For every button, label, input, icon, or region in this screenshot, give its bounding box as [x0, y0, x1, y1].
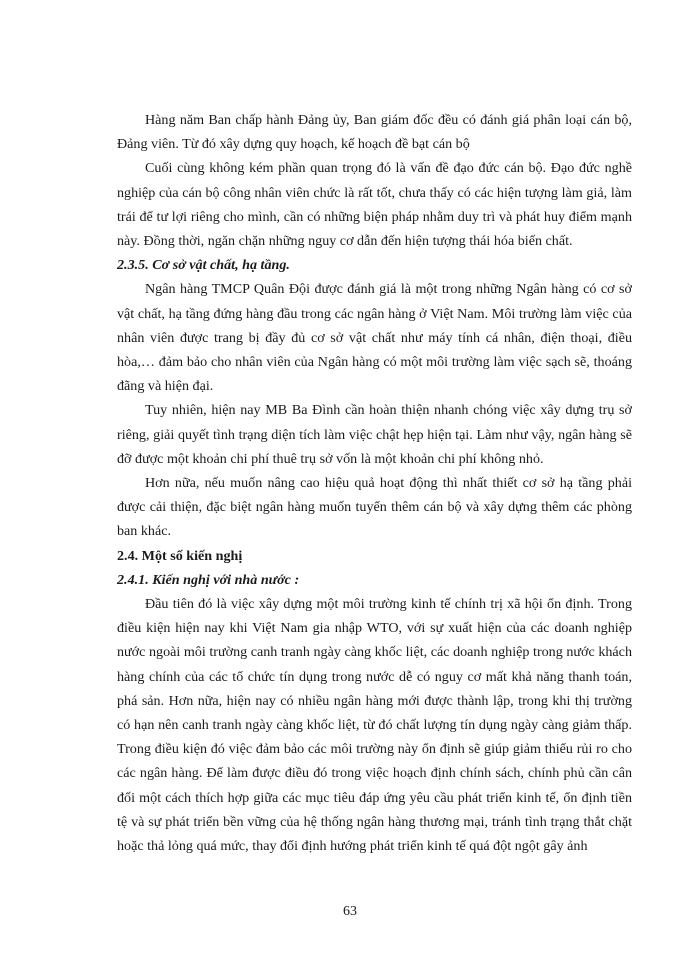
- section-heading-2-4-1: 2.4.1. Kiến nghị với nhà nước :: [117, 571, 300, 588]
- page-number: 63: [343, 904, 357, 919]
- section-heading-2-3-5: 2.3.5. Cơ sở vật chất, hạ tầng.: [117, 257, 290, 274]
- paragraph-state-recommendation: Đầu tiên đó là việc xây dựng một môi trường kinh tế chính trị xã hội ổn định. Trong điều kiện hiện nay khi Việt Nam gia nhập WTO, với sự xuất hiện của các doanh nghiệp nước ngoài môi trường canh tranh ngày càng khốc liệt, các doanh nghiệp trong nước khách hàng chính của các tổ chức tín dụng trong nước dễ có nguy cơ mất khả năng thanh toán, phá sản. Hơn nữa, hiện nay có nhiều ngân hàng mới được thành lập, trong khi thị trường có hạn nên canh tranh ngày càng khốc liệt, từ đó chất lượng tín dụng ngày càng giảm thấp. Trong điều kiện đó việc đảm bảo các môi trường này ổn định sẽ giúp giảm thiểu rủi ro cho các ngân hàng. Để làm được điều đó trong việc hoạch định chính sách, chính phủ cần cân đối một cách thích hợp giữa các mục tiêu đáp ứng yêu cầu phát triển kinh tế, ổn định tiền tệ và sự phát triển bền vững của hệ thống ngân hàng thương mại, tránh tình trạng thắt chặt hoặc thả lỏng quá mức, thay đổi định hướng phát triển kinh tế quá đột ngột gây ảnh: [117, 596, 632, 855]
- paragraph-cadre-ethics: Cuối cùng không kém phần quan trọng đó là vấn đề đạo đức cán bộ. Đạo đức nghề nghiệp của cán bộ công nhân viên chức là rất tốt, chưa thấy có các hiện tượng làm giả, làm trái để tư lợi riêng cho mình, cần có những biện pháp nhằm duy trì và phát huy điểm mạnh này. Đồng thời, ngăn chặn những nguy cơ dẫn đến hiện tượng thái hóa biến chất.: [117, 160, 632, 250]
- document-body: [117, 108, 632, 858]
- section-heading-2-4: 2.4. Một số kiến nghị: [117, 547, 243, 564]
- paragraph-improvement: Hơn nữa, nếu muốn nâng cao hiệu quả hoạt động thì nhất thiết cơ sở hạ tầng phải được cải thiện, đặc biệt ngân hàng muốn tuyển thêm cán bộ và xây dựng thêm các phòng ban khác.: [117, 475, 632, 540]
- paragraph-infrastructure: Ngân hàng TMCP Quân Đội được đánh giá là một trong những Ngân hàng có cơ sở vật chất, hạ tầng đứng hàng đầu trong các ngân hàng ở Việt Nam. Môi trường làm việc của nhân viên được trang bị đầy đủ cơ sở vật chất như máy tính cá nhân, điện thoại, điều hòa,… đảm bảo cho nhân viên của Ngân hàng có một môi trường làm việc sạch sẽ, thoáng đãng và hiện đại.: [117, 281, 632, 395]
- paragraph-cadre-evaluation: Hàng năm Ban chấp hành Đảng ủy, Ban giám đốc đều có đánh giá phân loại cán bộ, Đảng viên. Từ đó xây dựng quy hoạch, kế hoạch đề bạt cán bộ: [117, 112, 632, 153]
- paragraph-headquarters: Tuy nhiên, hiện nay MB Ba Đình cần hoàn thiện nhanh chóng việc xây dựng trụ sở riêng, giải quyết tình trạng diện tích làm việc chật hẹp hiện tại. Làm như vậy, ngân hàng sẽ đỡ được một khoản chi phí thuê trụ sở vốn là một khoản chi phí không nhỏ.: [117, 402, 632, 467]
